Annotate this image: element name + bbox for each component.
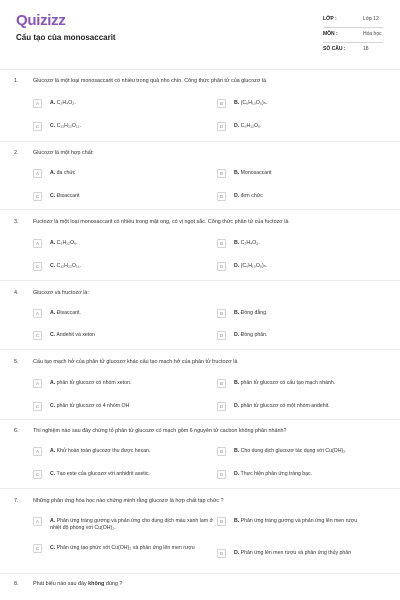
option-box[interactable]: A xyxy=(33,99,42,108)
meta-key: SỐ CÂU : xyxy=(323,46,346,52)
option-box[interactable]: D xyxy=(217,122,226,131)
option-text: Đisaccarit xyxy=(56,193,80,199)
question-number: 8. xyxy=(14,581,19,587)
option-text: phân tử glucozơ có một nhóm andehit. xyxy=(240,403,330,409)
option-box[interactable]: B xyxy=(217,517,226,526)
question-divider xyxy=(0,573,400,574)
option-letter: B. xyxy=(234,240,240,246)
option-text: (C₆H₁₀O₅)ₙ. xyxy=(240,100,268,106)
option-text: phân tử glucozơ có 4 nhóm OH xyxy=(56,403,130,409)
header-divider xyxy=(0,69,400,70)
option-letter: C. xyxy=(50,123,56,129)
question-divider xyxy=(0,419,400,420)
option-letter: B. xyxy=(234,170,240,176)
meta-value: Hóa học xyxy=(363,31,382,37)
option-text: C₂H₄O₂. xyxy=(56,100,76,106)
option-letter: D. xyxy=(234,263,240,269)
option-text: Phản ứng tráng gương và phản ứng lên men rượu xyxy=(240,518,358,524)
option-text: Phản ứng tạo phức với Cu(OH)₂ và phản ứng lên men rượu xyxy=(56,545,195,551)
option-text: C₆H₁₂O₆. xyxy=(56,240,78,246)
option-box[interactable]: C xyxy=(33,262,42,271)
option-box[interactable]: A xyxy=(33,379,42,388)
option-letter: A. xyxy=(50,518,56,524)
option-box[interactable]: D xyxy=(217,470,226,479)
option-letter: D. xyxy=(234,471,240,477)
question-text: Glucozơ là một loại monosaccarit có nhiều trong quả nho chín. Công thức phân tử của glucozơ là xyxy=(33,78,267,84)
question-text: Cấu tạo mạch hở của phân tử glucozơ khác cấu tạo mạch hở của phân tử fructozơ là xyxy=(33,359,238,365)
question-text xyxy=(33,581,383,588)
option-letter: D. xyxy=(234,403,240,409)
meta-row-subject xyxy=(323,28,383,43)
worksheet-title: Cấu tạo của monosaccarit xyxy=(16,33,116,42)
option-box[interactable]: A xyxy=(33,447,42,456)
option-box[interactable]: B xyxy=(217,169,226,178)
option-letter: A. xyxy=(50,310,56,316)
option-letter: A. xyxy=(50,380,56,386)
option-letter: B. xyxy=(234,380,240,386)
meta-row-count xyxy=(323,43,383,58)
option-letter: D. xyxy=(234,332,240,338)
option-box[interactable]: C xyxy=(33,544,42,553)
option-box[interactable]: B xyxy=(217,99,226,108)
option-text: phân tử glucozơ có cấu tạo mạch nhánh. xyxy=(240,380,336,386)
option-text: Đồng đẳng. xyxy=(240,310,268,316)
option-text: Cho dung dịch glucozơ tác dụng với Cu(OH)₂. xyxy=(240,448,347,454)
option-letter: B. xyxy=(234,448,240,454)
option-box[interactable]: C xyxy=(33,192,42,201)
option-text: Thực hiện phản ứng tráng bạc. xyxy=(240,471,313,477)
option-letter: A. xyxy=(50,240,56,246)
question-divider xyxy=(0,280,400,281)
option-letter: A. xyxy=(50,448,56,454)
option-box[interactable]: A xyxy=(33,309,42,318)
option-letter: C. xyxy=(50,263,56,269)
question-text-after: đúng ? xyxy=(104,581,123,587)
option-box[interactable]: B xyxy=(217,239,226,248)
question-text: Những phản ứng hóa học nào chứng minh rằng glucozơ là hợp chất tạp chức ? xyxy=(33,498,224,504)
option-box[interactable]: D xyxy=(217,262,226,271)
option-text: Phản ứng lên men rượu và phản ứng thủy phân xyxy=(240,550,352,556)
question-number: 5. xyxy=(14,359,19,365)
option-letter: B. xyxy=(234,518,240,524)
option-box[interactable]: B xyxy=(217,447,226,456)
option-letter: D. xyxy=(234,193,240,199)
option-text: Andehit và xeton xyxy=(56,332,95,338)
meta-key: MÔN : xyxy=(323,31,338,37)
option-text: Monosaccarit xyxy=(240,170,272,176)
question-text: Thí nghiệm nào sau đây chứng tỏ phân tử glucozơ có mạch gồm 6 nguyên tử cacbon không phân nhánh? xyxy=(33,428,287,434)
option-box[interactable]: B xyxy=(217,309,226,318)
option-text: (C₆H₁₀O₅)ₙ. xyxy=(240,263,268,269)
option-box[interactable]: A xyxy=(33,169,42,178)
option-box[interactable]: C xyxy=(33,331,42,340)
question-text-emphasis: không xyxy=(88,581,105,587)
option-box[interactable]: A xyxy=(33,239,42,248)
option-letter: B. xyxy=(234,100,240,106)
option-letter: B. xyxy=(234,310,240,316)
option-text: Phản ứng tráng gương và phản ứng cho dung dịch màu xanh lam ở nhiệt độ phòng với Cu(OH)₂. xyxy=(50,518,213,531)
option-text: Đisaccarit. xyxy=(56,310,81,316)
option-letter: C. xyxy=(50,471,56,477)
question-text: Glucozơ là một hợp chất: xyxy=(33,150,94,156)
option-box[interactable]: D xyxy=(217,331,226,340)
meta-key: LỚP : xyxy=(323,16,337,22)
option-letter: C. xyxy=(50,403,56,409)
option-text: Tạo este của glucozơ với anhiđrit axetic. xyxy=(56,471,150,477)
option-letter: C. xyxy=(50,332,56,338)
worksheet-header xyxy=(0,0,400,68)
option-text: đơn chức xyxy=(240,193,263,199)
question-number: 3. xyxy=(14,219,19,225)
option-letter: A. xyxy=(50,100,56,106)
question-number: 4. xyxy=(14,290,19,296)
question-text: Fuctozơ là một loại monosaccarit có nhiều trong mật ong, có vị ngọt sắc. Công thức phân tử của fuctozơ là xyxy=(33,219,289,225)
question-number: 7. xyxy=(14,498,19,504)
option-box[interactable]: C xyxy=(33,122,42,131)
option-letter: C. xyxy=(50,545,56,551)
option-box[interactable]: C xyxy=(33,402,42,411)
option-text: Đồng phân. xyxy=(240,332,268,338)
option-letter: D. xyxy=(234,123,240,129)
meta-value: Lớp 12 xyxy=(363,16,379,22)
meta-row-class xyxy=(323,13,383,28)
option-text: C₆H₁₂O₆. xyxy=(240,123,262,129)
option-text: Khử hoàn toàn glucozơ thu được hexan. xyxy=(56,448,151,454)
option-text: đa chức xyxy=(56,170,76,176)
option-letter: C. xyxy=(50,193,56,199)
option-letter: A. xyxy=(50,170,56,176)
question-divider xyxy=(0,488,400,489)
quizizz-logo: Quizizz xyxy=(16,12,66,29)
option-box[interactable]: D xyxy=(217,192,226,201)
question-text-before: Phát biểu nào sau đây xyxy=(33,581,89,587)
option-text: C₁₂H₂₂O₁₁. xyxy=(56,263,81,269)
question-divider xyxy=(0,209,400,210)
question-number: 6. xyxy=(14,428,19,434)
option-box[interactable]: C xyxy=(33,470,42,479)
option-text: C₁₂H₂₂O₁₁. xyxy=(56,123,81,129)
worksheet-meta xyxy=(323,13,383,58)
meta-value: 18 xyxy=(363,46,369,52)
question-number: 1. xyxy=(14,78,19,84)
question-divider xyxy=(0,141,400,142)
option-box[interactable]: D xyxy=(217,402,226,411)
option-box[interactable]: B xyxy=(217,379,226,388)
question-number: 2. xyxy=(14,150,19,156)
option-text: phân tử glucozơ có nhóm xeton. xyxy=(56,380,132,386)
question-divider xyxy=(0,349,400,350)
question-text: Glucozơ và fructozơ là: xyxy=(33,290,89,296)
option-box[interactable]: D xyxy=(217,549,226,558)
option-text: C₂H₄O₂. xyxy=(240,240,260,246)
option-letter: D. xyxy=(234,550,240,556)
option-box[interactable]: A xyxy=(33,517,42,526)
